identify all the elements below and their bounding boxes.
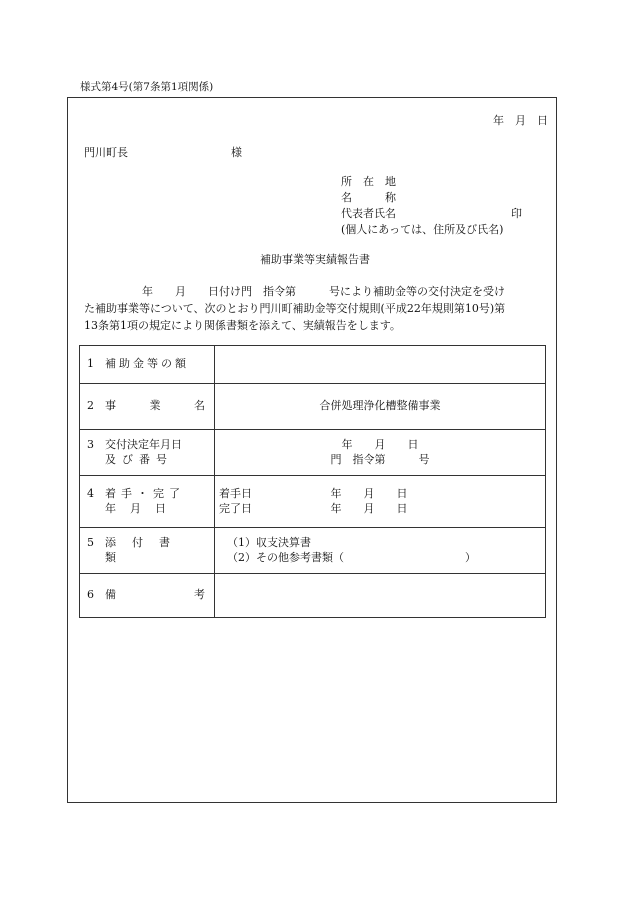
row-label-remarks: 備 考 bbox=[105, 588, 205, 602]
row-label-amount: 補助金等の額 bbox=[105, 357, 189, 371]
table-row bbox=[80, 346, 546, 384]
report-title: 補助事業等実績報告書 bbox=[260, 253, 370, 266]
end-date-label: 完了日 bbox=[219, 501, 252, 515]
name-label: 名 称 bbox=[341, 191, 396, 204]
row-label-project: 事 業 名 bbox=[105, 399, 205, 413]
label-cell bbox=[80, 476, 215, 528]
label-cell bbox=[80, 346, 215, 384]
row-number: 3 bbox=[87, 437, 94, 451]
row-number: 5 bbox=[87, 535, 94, 549]
body-text bbox=[84, 283, 554, 334]
row-label-decision-date: 交付決定年月日 bbox=[105, 437, 182, 451]
label-cell bbox=[80, 574, 215, 618]
row-label-dates: 年月日 bbox=[105, 501, 180, 515]
form-table bbox=[79, 345, 546, 618]
row-number: 6 bbox=[87, 588, 94, 602]
remarks-value-cell[interactable] bbox=[215, 574, 546, 618]
row-number: 4 bbox=[87, 486, 94, 500]
attachment-2: （2）その他参考書類（ ） bbox=[227, 550, 476, 564]
row-label-start-end: 着手・完了 bbox=[105, 486, 185, 500]
addressee-honorific: 様 bbox=[231, 146, 242, 159]
body-line-3: 13条第1項の規定により関係書類を添えて、実績報告をします。 bbox=[84, 319, 401, 332]
table-row bbox=[80, 476, 546, 528]
attachment-1: （1）収支決算書 bbox=[227, 535, 311, 549]
row-label-attachments: 添付書類 bbox=[105, 535, 186, 564]
amount-value-cell[interactable] bbox=[215, 346, 546, 384]
table-row bbox=[80, 430, 546, 476]
form-code: 様式第4号(第7条第1項関係) bbox=[80, 81, 214, 93]
label-cell bbox=[80, 430, 215, 476]
start-end-value-cell bbox=[215, 476, 546, 528]
applicant-block bbox=[341, 175, 541, 239]
label-cell bbox=[80, 384, 215, 430]
start-date-value: 年 月 日 bbox=[330, 486, 408, 500]
report-date: 年 月 日 bbox=[493, 114, 548, 127]
end-date-value: 年 月 日 bbox=[330, 501, 408, 515]
label-cell bbox=[80, 528, 215, 574]
row-label-decision-number: 及び番号 bbox=[105, 452, 173, 466]
table-row bbox=[80, 574, 546, 618]
representative-label: 代表者氏名 bbox=[341, 207, 396, 220]
address-label: 所 在 地 bbox=[341, 175, 396, 188]
table-row bbox=[80, 528, 546, 574]
body-line-1: 年 月 日付け門 指令第 号により補助金等の交付決定を受け bbox=[142, 285, 505, 298]
decision-date-value: 年 月 日 bbox=[341, 437, 419, 451]
addressee-name: 門川町長 bbox=[84, 146, 128, 159]
row-number: 2 bbox=[87, 399, 94, 413]
decision-value-cell bbox=[215, 430, 546, 476]
body-line-2: た補助事業等について、次のとおり門川町補助金等交付規則(平成22年規則第10号)第 bbox=[84, 302, 506, 315]
representative-row bbox=[341, 207, 541, 223]
individual-note: (個人にあっては、住所及び氏名) bbox=[341, 223, 504, 236]
table-row bbox=[80, 384, 546, 430]
attachments-value-cell bbox=[215, 528, 546, 574]
start-date-label: 着手日 bbox=[219, 486, 252, 500]
decision-number-value: 門 指令第 号 bbox=[330, 452, 430, 466]
seal-mark: 印 bbox=[511, 207, 522, 220]
row-number: 1 bbox=[87, 357, 94, 371]
project-name-value: 合併処理浄化槽整備事業 bbox=[215, 384, 546, 430]
